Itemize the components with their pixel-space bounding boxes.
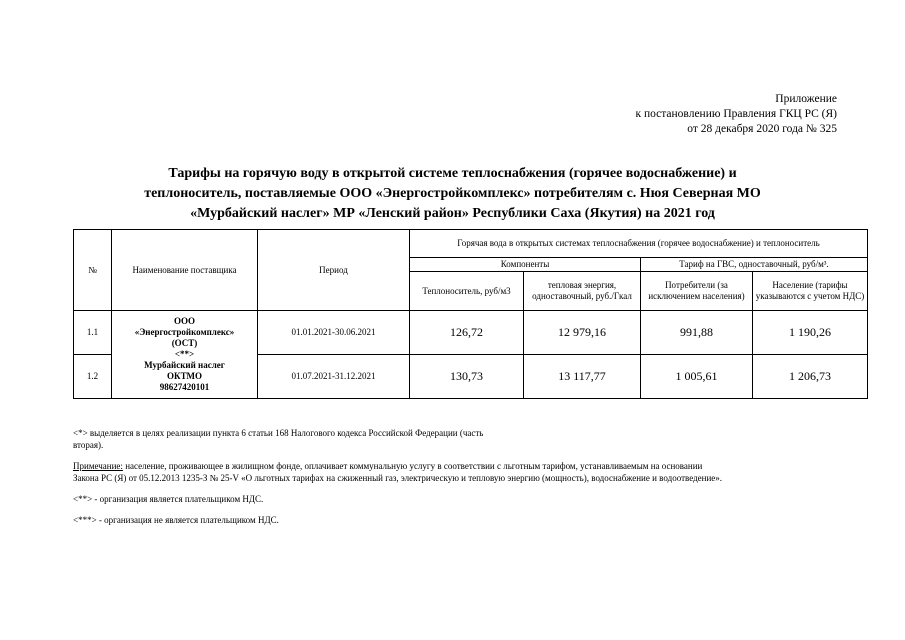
appendix-header: [636, 92, 838, 137]
footnote-text: <*> выделяется в целях реализации пункта 6 статьи 168 Налогового кодекса Российской Федерации (часть: [73, 428, 484, 438]
remark-text: Закона РС (Я) от 05.12.2013 1235-З № 25-V «О льготных тарифах на сжиженный газ, электрическую и тепловую энергию (мощность), водоснабжение и водоотведение».: [73, 473, 723, 483]
header-consumers: Потребители (за исключением населения): [641, 272, 753, 311]
supplier-line: <**>: [174, 349, 195, 359]
title-line-2: теплоноситель, поставляемые ООО «Энергостройкомплекс» потребителям с. Нюя Северная МО: [144, 186, 761, 201]
row-period: 01.01.2021-30.06.2021: [258, 311, 410, 355]
remark-text: население, проживающее в жилищном фонде, оплачивает коммунальную услугу в соответствии с льготным тарифом, устанавливаемым на основании: [122, 461, 703, 471]
header-population: Население (тарифы указываются с учетом НДС): [753, 272, 868, 311]
row-consumers: 991,88: [641, 311, 753, 355]
row-num: 1.1: [74, 311, 112, 355]
footnote-text: вторая).: [73, 440, 104, 450]
supplier-line: ОКТМО: [167, 371, 202, 381]
header-period: Период: [258, 230, 410, 311]
header-components: Компоненты: [410, 258, 641, 272]
footnote-non-vat-payer: [73, 514, 873, 526]
row-num: 1.2: [74, 355, 112, 399]
supplier-line: ООО: [173, 316, 195, 326]
row-period: 01.07.2021-31.12.2021: [258, 355, 410, 399]
footnote-text: <**> - организация является плательщиком НДС.: [73, 494, 264, 504]
table-row: [74, 311, 868, 355]
header-carrier: Теплоноситель, руб/м3: [410, 272, 524, 311]
appendix-resolution: к постановлению Правления ГКЦ РС (Я): [635, 108, 837, 120]
header-energy: тепловая энергия, одноставочный, руб./Гкал: [524, 272, 641, 311]
title-line-1: Тарифы на горячую воду в открытой системе теплоснабжения (горячее водоснабжение) и: [168, 166, 737, 181]
footnote-vat-allocation: [73, 427, 873, 451]
header-tariff: Тариф на ГВС, одноставочный, руб/м³.: [641, 258, 868, 272]
remark-label: Примечание:: [73, 461, 123, 471]
table-header-row-1: [74, 230, 868, 258]
title-line-3: «Мурбайский наслег» МР «Ленский район» Республики Саха (Якутия) на 2021 год: [190, 206, 715, 221]
footnotes: [73, 427, 873, 535]
header-num: №: [74, 230, 112, 311]
row-consumers: 1 005,61: [641, 355, 753, 399]
document-title: [60, 164, 845, 224]
footnote-vat-payer: [73, 493, 873, 505]
header-supplier: Наименование поставщика: [112, 230, 258, 311]
row-carrier: 126,72: [410, 311, 524, 355]
row-population: 1 206,73: [753, 355, 868, 399]
row-energy: 13 117,77: [524, 355, 641, 399]
appendix-label: Приложение: [775, 93, 837, 105]
remark: [73, 460, 873, 484]
supplier-cell: [112, 311, 258, 399]
supplier-line: «Энергостройкомплекс»: [134, 327, 235, 337]
appendix-date: от 28 декабря 2020 года № 325: [687, 123, 837, 135]
footnote-text: <***> - организация не является плательщиком НДС.: [73, 515, 279, 525]
row-energy: 12 979,16: [524, 311, 641, 355]
supplier-line: 98627420101: [159, 382, 210, 392]
header-group: Горячая вода в открытых системах теплоснабжения (горячее водоснабжение) и теплоноситель: [410, 230, 868, 258]
row-population: 1 190,26: [753, 311, 868, 355]
row-carrier: 130,73: [410, 355, 524, 399]
supplier-line: Мурбайский наслег: [144, 360, 225, 370]
tariff-table: [73, 229, 868, 399]
supplier-line: (ОСТ): [171, 338, 198, 348]
